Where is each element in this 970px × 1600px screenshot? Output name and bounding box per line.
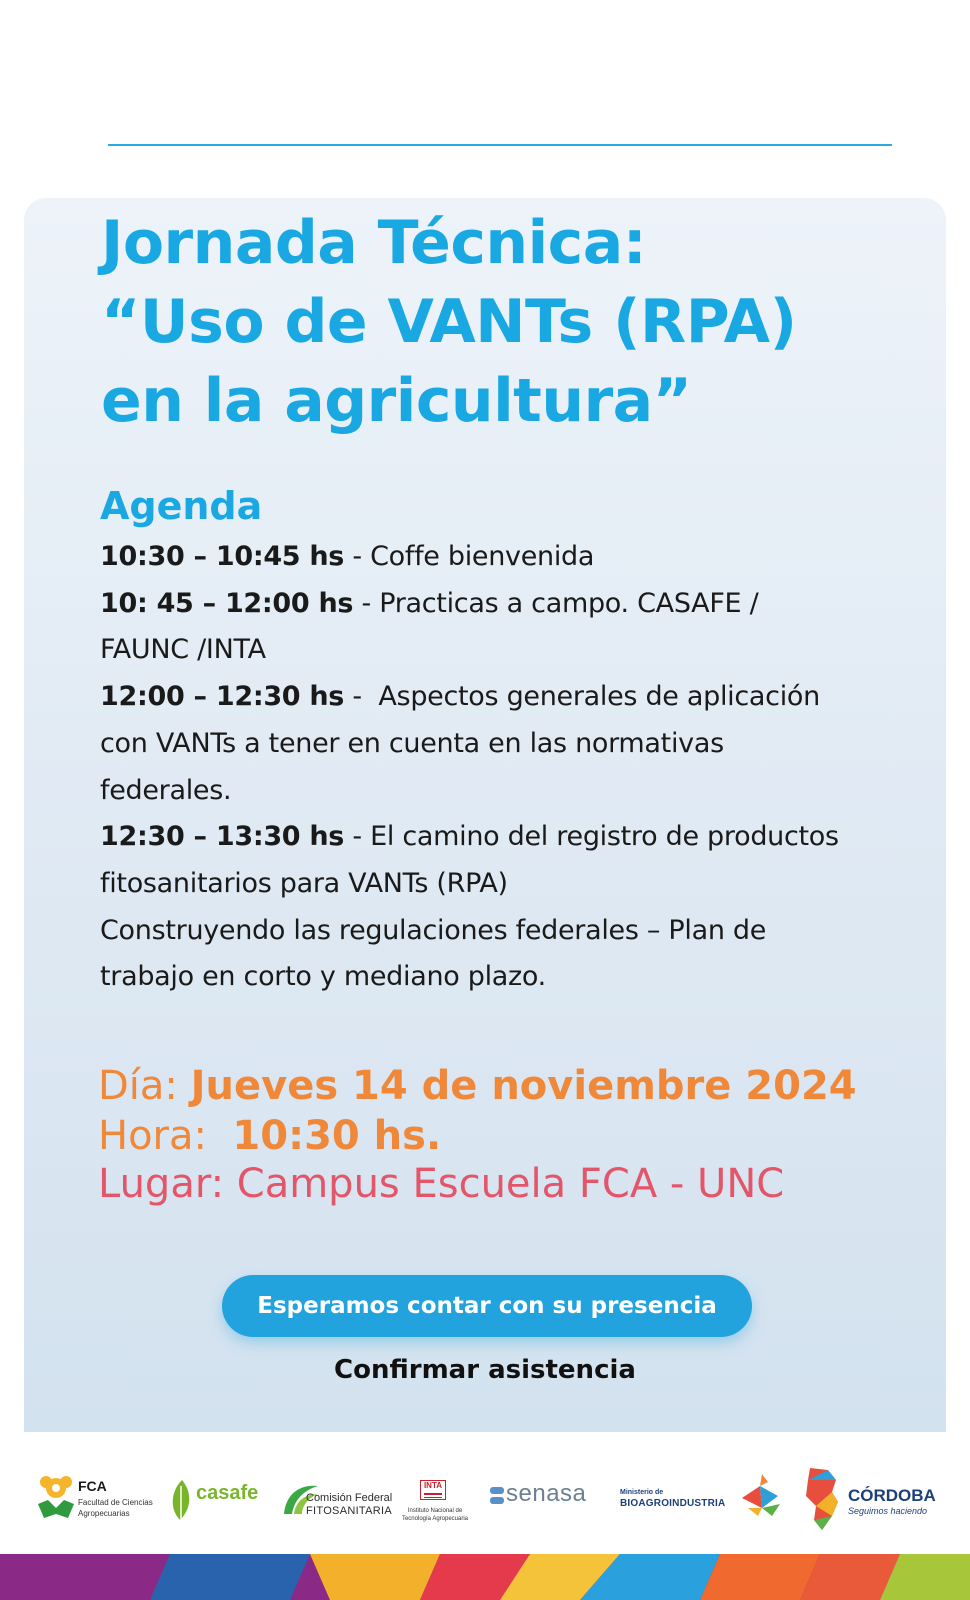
senasa-logo: [490, 1452, 596, 1542]
agenda-time: 10:30 – 10:45 hs: [100, 541, 345, 572]
agenda-time: 10: 45 – 12:00 hs: [100, 587, 354, 619]
agenda-item: [100, 674, 840, 814]
event-place: Lugar: Campus Escuela FCA - UNC: [98, 1161, 785, 1207]
agenda-text: El camino del registro de productos fitosanitarios para VANTs (RPA): [100, 821, 839, 899]
bio-line-2: BIOAGROINDUSTRIA: [620, 1498, 726, 1509]
fca-sub-2: Agropecuarias: [78, 1509, 130, 1518]
casafe-leaf-icon: [166, 1478, 196, 1522]
agenda-separator: -: [353, 587, 380, 619]
inta-logo: [400, 1452, 470, 1542]
cordoba-map-icon: [802, 1466, 842, 1532]
event-details: [98, 1060, 918, 1208]
day-value: Jueves 14 de noviembre 2024: [190, 1063, 857, 1109]
agenda-closing: Construyendo las regulaciones federales – Plan de trabajo en corto y mediano plazo.: [100, 914, 767, 993]
agenda-list: [100, 534, 840, 1001]
agenda-text: Aspectos generales de aplicación con VANTs a tener en cuenta en las normativas federales.: [100, 681, 820, 806]
inta-badge: [420, 1480, 446, 1500]
fca-name: FCA: [78, 1478, 107, 1494]
cordoba-name: CÓRDOBA: [848, 1486, 936, 1505]
bioagro-logo: [620, 1452, 784, 1542]
title-line-1: Jornada Técnica:: [101, 208, 647, 278]
agenda-item: [100, 814, 840, 907]
fca-flower-icon: [34, 1474, 78, 1524]
event-time: [98, 1112, 918, 1160]
agenda-item: [100, 534, 840, 581]
casafe-logo: [166, 1452, 259, 1542]
sponsor-logos: [0, 1452, 970, 1542]
color-stripe: [0, 1554, 970, 1600]
agenda-text: Coffe bienvenida: [370, 541, 595, 572]
bio-line-1: Ministerio de: [620, 1489, 664, 1496]
senasa-mark-icon: [490, 1487, 504, 1505]
casafe-name: casafe: [196, 1482, 259, 1504]
agenda-time: 12:30 – 13:30 hs: [100, 821, 345, 853]
agenda-separator: -: [344, 541, 371, 572]
inta-name: INTA: [423, 1481, 443, 1490]
cfito-logo: [280, 1452, 393, 1542]
day-label: Día:: [98, 1063, 191, 1109]
time-value: 10:30 hs.: [232, 1113, 442, 1159]
agenda-item: [100, 581, 840, 674]
agenda-time: 12:00 – 12:30 hs: [100, 681, 345, 713]
event-title: [101, 204, 901, 441]
inta-sub-2: Tecnología Agropecuaria: [401, 1516, 469, 1522]
agenda-text: Practicas a campo. CASAFE / FAUNC /INTA: [100, 587, 759, 666]
cfito-line-1: Comisión Federal: [306, 1492, 393, 1504]
senasa-name: senasa: [506, 1480, 587, 1507]
fca-logo: [30, 1452, 153, 1542]
bioagro-emblem-icon: [738, 1468, 784, 1518]
cordoba-sub: Seguimos haciendo: [848, 1506, 928, 1516]
cordoba-logo: [802, 1452, 938, 1542]
presence-button[interactable]: Esperamos contar con su presencia: [222, 1275, 752, 1337]
cfito-line-2: FITOSANITARIA: [306, 1505, 393, 1517]
time-label: Hora:: [98, 1113, 233, 1159]
agenda-separator: -: [344, 681, 379, 713]
fca-sub-1: Facultad de Ciencias: [78, 1498, 153, 1507]
confirm-attendance-link[interactable]: Confirmar asistencia: [334, 1355, 636, 1385]
inta-sub-1: Instituto Nacional de: [407, 1508, 463, 1514]
event-day: [98, 1060, 918, 1112]
title-line-3: en la agricultura”: [101, 366, 692, 436]
agenda-heading: Agenda: [100, 484, 263, 528]
title-line-2: “Uso de VANTs (RPA): [101, 287, 797, 357]
agenda-separator: -: [344, 821, 371, 853]
top-divider: [108, 144, 892, 146]
